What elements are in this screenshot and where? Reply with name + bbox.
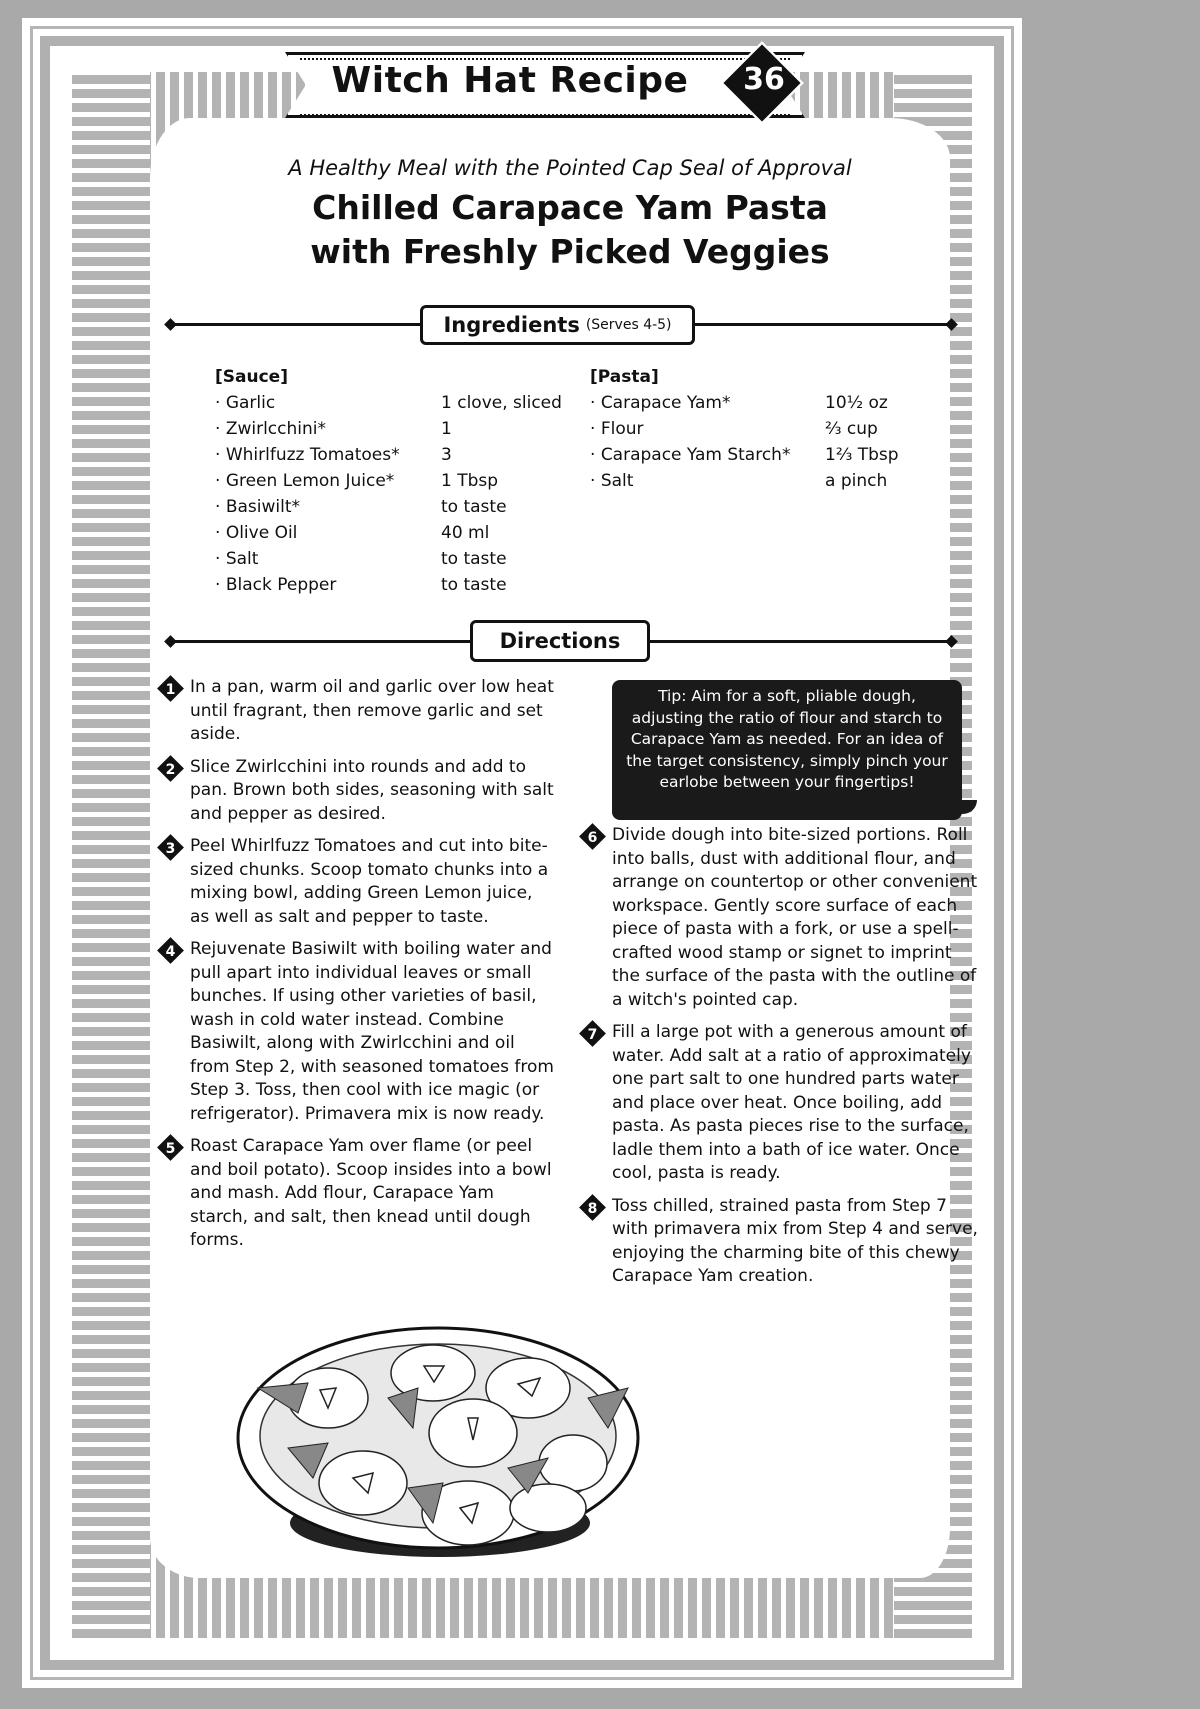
ingredient-amount: 1 clove, sliced: [441, 393, 562, 413]
ingredient-amount: 3: [441, 445, 452, 465]
pasta-heading: [Pasta]: [590, 367, 659, 387]
directions-right-column: [578, 824, 978, 1298]
direction-step: [578, 1195, 978, 1289]
ingredient-name: · Carapace Yam*: [590, 390, 825, 416]
step-text: Peel Whirlfuzz Tomatoes and cut into bite-sized chunks. Scoop tomato chunks into a mixing bowl, adding Green Lemon juice, as well as salt and pepper to taste.: [190, 836, 549, 927]
series-title: Witch Hat Recipe: [331, 60, 689, 101]
step-text: Divide dough into bite-sized portions. Roll into balls, dust with additional flour, and arrange on countertop or other convenient workspace. Gently score surface of each piece of pasta with a fork, or use a spell-crafted wood stamp or signet to imprint the surface of the pasta with the outline of a witch's pointed cap.: [612, 825, 978, 1010]
ingredient-name: · Salt: [590, 468, 825, 494]
recipe-subtitle: A Healthy Meal with the Pointed Cap Seal of Approval: [288, 156, 852, 180]
step-number: 8: [587, 1200, 598, 1217]
ingredient-name: · Garlic: [215, 390, 441, 416]
ingredients-heading-box: [420, 305, 695, 345]
step-number: 5: [165, 1141, 176, 1157]
direction-step: [156, 938, 556, 1126]
direction-step: [156, 835, 556, 929]
ingredient-amount: 1 Tbsp: [441, 471, 499, 491]
pasta-piece: [429, 1399, 517, 1467]
directions-heading-box: [470, 620, 650, 662]
pasta-piece: [539, 1435, 607, 1491]
tip-text: Tip: Aim for a soft, pliable dough, adjusting the ratio of flour and starch to Carapace Yam as needed. For an idea of the target consistency, simply pinch your earlobe between your fingertips!: [626, 687, 948, 791]
ingredient-amount: to taste: [441, 497, 507, 517]
sauce-ingredient-row: [215, 520, 575, 546]
ingredient-name: · Green Lemon Juice*: [215, 468, 441, 494]
direction-step: [578, 824, 978, 1012]
step-text: Roast Carapace Yam over flame (or peel and boil potato). Scoop insides into a bowl and mash. Add flour, Carapace Yam starch, and salt, then knead until dough forms.: [190, 1136, 552, 1250]
step-number-diamond-icon: [158, 835, 184, 861]
ingredient-name: · Basiwilt*: [215, 494, 441, 520]
pasta-piece: [319, 1451, 407, 1515]
direction-step: [156, 676, 556, 747]
ingredient-amount: to taste: [441, 549, 507, 569]
ingredient-amount: 40 ml: [441, 523, 490, 543]
sauce-ingredient-row: [215, 442, 575, 468]
pasta-ingredient-row: [590, 390, 930, 416]
frame-stripe-left: [72, 72, 150, 1638]
recipe-title: [180, 186, 960, 274]
ingredient-amount: 10½ oz: [825, 393, 888, 413]
sauce-ingredient-row: [215, 546, 575, 572]
sauce-ingredients: [215, 364, 575, 598]
ingredient-amount: a pinch: [825, 471, 888, 491]
recipe-title-line-2: with Freshly Picked Veggies: [310, 232, 830, 271]
step-number: 4: [165, 944, 176, 960]
pasta-ingredients: [590, 364, 930, 494]
step-number-diamond-icon: [158, 1135, 184, 1161]
step-number: 7: [587, 1027, 598, 1043]
step-number: 6: [587, 830, 598, 846]
pasta-ingredient-row: [590, 468, 930, 494]
step-number-diamond-icon: [580, 1021, 606, 1047]
ingredient-name: · Whirlfuzz Tomatoes*: [215, 442, 441, 468]
sauce-ingredient-row: [215, 494, 575, 520]
ingredient-name: · Salt: [215, 546, 441, 572]
sauce-ingredient-row: [215, 468, 575, 494]
directions-heading: Directions: [499, 629, 621, 653]
tip-callout: [612, 680, 962, 820]
sauce-ingredient-row: [215, 390, 575, 416]
sauce-ingredient-row: [215, 416, 575, 442]
step-text: Slice Zwirlcchini into rounds and add to pan. Brown both sides, seasoning with salt and pepper as desired.: [190, 756, 554, 824]
step-number-diamond-icon: [158, 676, 184, 702]
ingredient-name: · Olive Oil: [215, 520, 441, 546]
ingredient-amount: to taste: [441, 575, 507, 595]
step-number-diamond-icon: [158, 756, 184, 782]
servings-note: (Serves 4-5): [585, 317, 672, 333]
pasta-ingredient-row: [590, 416, 930, 442]
recipe-title-line-1: Chilled Carapace Yam Pasta: [312, 188, 828, 227]
ingredient-amount: 1⅔ Tbsp: [825, 445, 899, 465]
recipe-number: 36: [743, 62, 785, 97]
ingredient-amount: 1: [441, 419, 452, 439]
step-text: Toss chilled, strained pasta from Step 7 with primavera mix from Step 4 and serve, enjoying the charming bite of this chewy Carapace Yam creation.: [612, 1195, 978, 1286]
step-number-diamond-icon: [580, 824, 606, 850]
ingredient-name: · Black Pepper: [215, 572, 441, 598]
ingredient-amount: ⅔ cup: [825, 419, 878, 439]
step-text: Fill a large pot with a generous amount of water. Add salt at a ratio of approximately one part salt to one hundred parts water and place over heat. Once boiling, add pasta. As pasta pieces rise to the surface, ladle them into a bath of ice water. Once cool, pasta is ready.: [612, 1022, 971, 1183]
step-text: In a pan, warm oil and garlic over low heat until fragrant, then remove garlic and set aside.: [190, 677, 554, 744]
ingredient-name: · Zwirlcchini*: [215, 416, 441, 442]
ingredient-name: · Carapace Yam Starch*: [590, 442, 825, 468]
pasta-ingredient-row: [590, 442, 930, 468]
sauce-ingredient-row: [215, 572, 575, 598]
pasta-bowl-illustration: [228, 1318, 648, 1568]
direction-step: [156, 1135, 556, 1253]
pasta-piece: [510, 1484, 586, 1532]
step-number-diamond-icon: [158, 938, 184, 964]
step-number: 1: [165, 682, 176, 698]
direction-step: [156, 756, 556, 827]
step-text: Rejuvenate Basiwilt with boiling water and pull apart into individual leaves or small bunches. If using other varieties of basil, wash in cold water instead. Combine Basiwilt, along with Zwirlcchini and oil from Step 2, with seasoned tomatoes from Step 3. Toss, then cool with ice magic (or refrigerator). Primavera mix is now ready.: [190, 939, 554, 1124]
step-number: 3: [165, 841, 176, 857]
ingredient-name: · Flour: [590, 416, 825, 442]
directions-left-column: [156, 676, 556, 1262]
direction-step: [578, 1021, 978, 1186]
step-number: 2: [165, 761, 176, 778]
sauce-heading: [Sauce]: [215, 367, 288, 387]
step-number-diamond-icon: [580, 1195, 606, 1221]
ingredients-heading: Ingredients: [443, 313, 580, 337]
